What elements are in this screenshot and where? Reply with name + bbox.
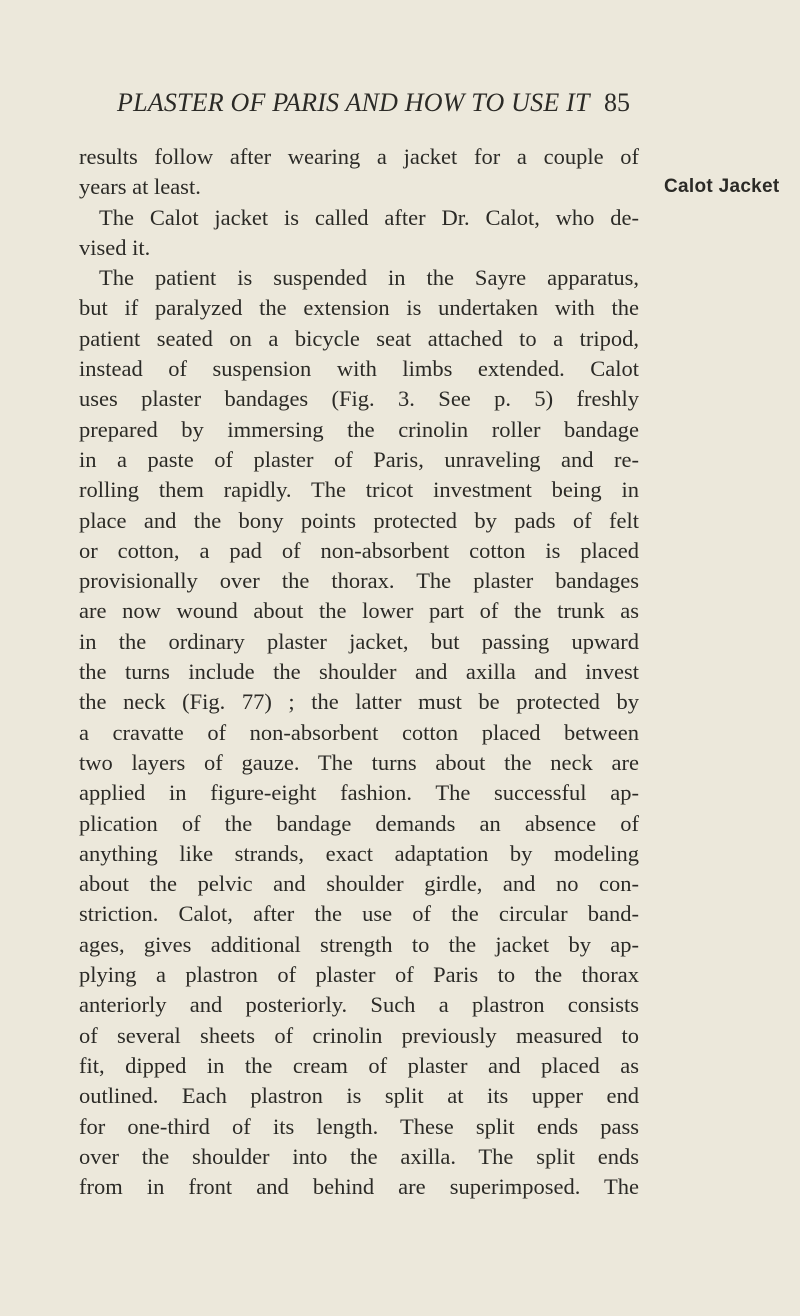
text-line: plying a plastron of plaster of Paris to the thorax xyxy=(79,962,639,988)
text-line: The patient is suspended in the Sayre apparatus, xyxy=(99,265,639,291)
text-line: the neck (Fig. 77) ; the latter must be protected by xyxy=(79,689,639,715)
text-line: anteriorly and posteriorly. Such a plastron consists xyxy=(79,992,639,1018)
text-line: over the shoulder into the axilla. The split ends xyxy=(79,1143,639,1169)
text-line: plication of the bandage demands an absence of xyxy=(79,810,639,836)
text-line: anything like strands, exact adaptation by modeling xyxy=(79,840,639,866)
page-number: 85 xyxy=(604,88,630,117)
text-line: instead of suspension with limbs extended. Calot xyxy=(79,356,639,382)
text-line: prepared by immersing the crinolin roller bandage xyxy=(79,416,639,442)
text-line: provisionally over the thorax. The plaster bandages xyxy=(79,568,639,594)
text-line: or cotton, a pad of non-absorbent cotton is placed xyxy=(79,537,639,563)
text-line: place and the bony points protected by pads of felt xyxy=(79,507,639,533)
text-line: fit, dipped in the cream of plaster and placed as xyxy=(79,1052,639,1078)
margin-note: Calot Jacket xyxy=(664,176,780,197)
text-line: but if paralyzed the extension is undertaken with the xyxy=(79,295,639,321)
text-line: a cravatte of non-absorbent cotton placed between xyxy=(79,719,639,745)
text-line: vised it. xyxy=(79,234,151,260)
text-line: about the pelvic and shoulder girdle, and no con- xyxy=(79,871,639,897)
text-line: striction. Calot, after the use of the circular band- xyxy=(79,901,639,927)
running-head-title: PLASTER OF PARIS AND HOW TO USE IT xyxy=(117,88,590,117)
text-line: uses plaster bandages (Fig. 3. See p. 5) freshly xyxy=(79,386,639,412)
text-line: patient seated on a bicycle seat attached to a tripod, xyxy=(79,325,639,351)
text-line: rolling them rapidly. The tricot investment being in xyxy=(79,477,639,503)
text-line: of several sheets of crinolin previously measured to xyxy=(79,1022,639,1048)
text-line: for one-third of its length. These split ends pass xyxy=(79,1113,639,1139)
text-line: from in front and behind are superimposed. The xyxy=(79,1174,639,1200)
text-line: outlined. Each plastron is split at its upper end xyxy=(79,1083,639,1109)
text-line: ages, gives additional strength to the jacket by ap- xyxy=(79,931,639,957)
text-line: are now wound about the lower part of the trunk as xyxy=(79,598,639,624)
text-line: results follow after wearing a jacket for a couple of xyxy=(79,144,639,169)
text-line: in a paste of plaster of Paris, unraveling and re- xyxy=(79,446,639,472)
text-line: applied in figure-eight fashion. The successful ap- xyxy=(79,780,639,806)
text-line: the turns include the shoulder and axilla and invest xyxy=(79,659,639,685)
text-line: years at least. xyxy=(79,174,201,200)
text-line: in the ordinary plaster jacket, but passing upward xyxy=(79,628,639,654)
body-text xyxy=(79,142,639,1202)
text-line: The Calot jacket is called after Dr. Calot, who de- xyxy=(99,204,639,230)
text-line: two layers of gauze. The turns about the neck are xyxy=(79,749,639,775)
